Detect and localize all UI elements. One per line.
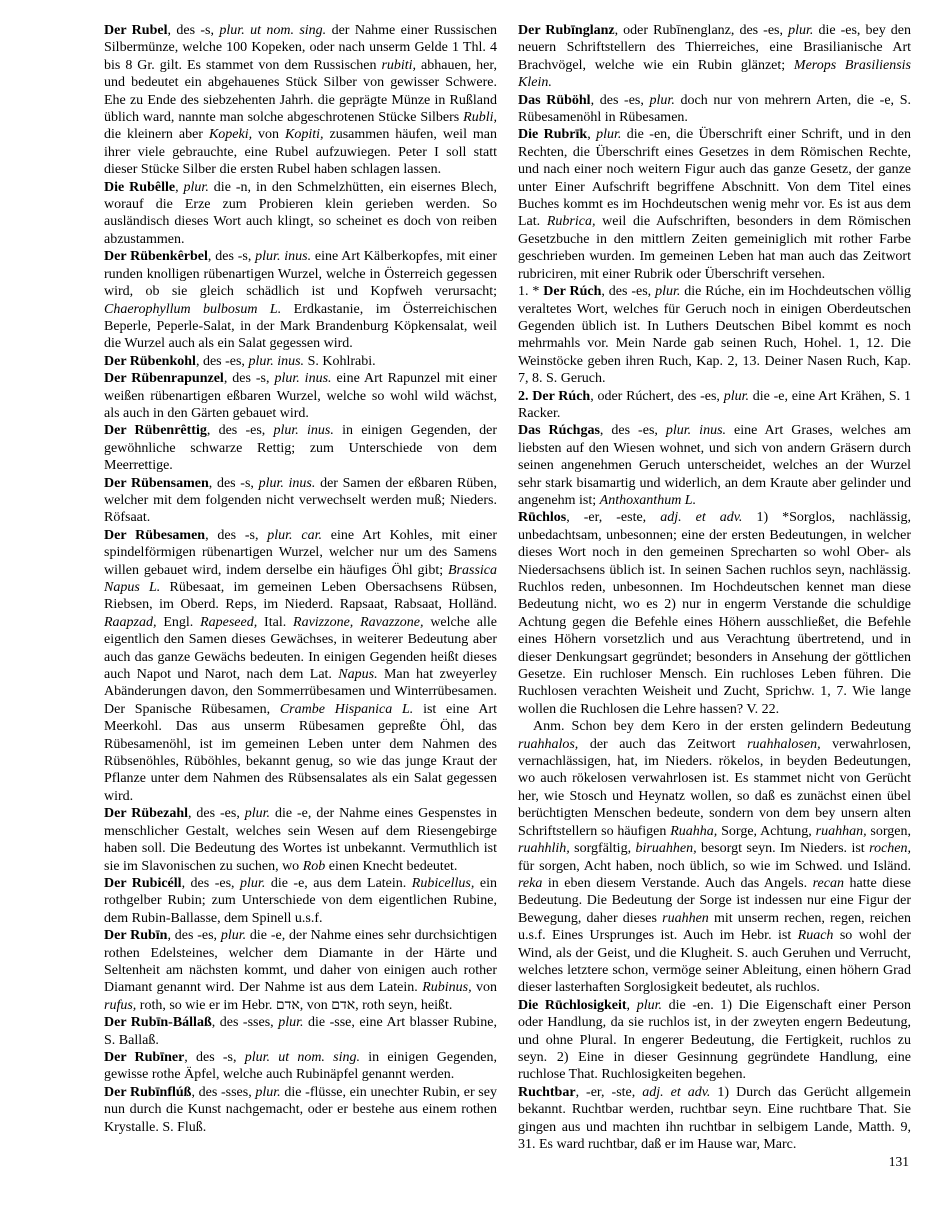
entry-headword: Der Rubīn-Bállaß: [104, 1015, 212, 1031]
entry-italic-term: plur.: [596, 127, 622, 143]
entry-italic-term: Rubinus,: [422, 980, 472, 996]
entry-text: ein rothgelber Rubin; zum Unterschiede von dem eigentlichen Rubine, dem Rubin-Ballasse, dem Spinell u.s.f.: [104, 875, 497, 926]
entry-text: , des -s,: [208, 475, 259, 491]
entry-text: 1. *: [518, 284, 544, 300]
entry-italic-term: Rapeseed,: [200, 614, 258, 630]
entry-text: hatte diese Bedeutung. Die Bedeutung der Sorge ist indessen nur eine Figur der Bewegung, daher dieses: [518, 875, 911, 926]
entry-headword: Der Rubīner: [104, 1049, 185, 1065]
dictionary-entry: [104, 353, 497, 370]
entry-italic-term: ruahhlih,: [518, 841, 570, 857]
entry-text: einen Knecht bedeutet.: [325, 858, 458, 874]
entry-text: S. Kohlrabi.: [304, 353, 376, 369]
dictionary-entry: [518, 92, 911, 127]
entry-text: Ital.: [257, 614, 294, 630]
entry-text: die kleinern aber: [104, 127, 209, 143]
entry-text: , des -es,: [188, 806, 245, 822]
entry-text: , des -es,: [195, 353, 249, 369]
entry-text: die -es, bey den neuern Schriftstellern des Thierreiches, eine Brasilianische Art Brachvögel, welche wie ein Rubin glänzet;: [518, 23, 911, 73]
dictionary-entry: [104, 527, 497, 806]
entry-headword: Der Rübenrapunzel: [104, 371, 224, 387]
entry-text: ,: [587, 127, 597, 143]
entry-italic-term: adj. et adv.: [642, 1084, 711, 1100]
dictionary-entry: [104, 370, 497, 422]
entry-text: Man hat zweyerley Abänderungen davon, den Sommerrübesamen und Winterrübesamen. Der Spanische Rübesamen,: [104, 667, 497, 717]
entry-text: sorgfältig,: [569, 841, 636, 857]
entry-text: der auch das Zeitwort: [578, 736, 748, 752]
dictionary-entry: [518, 22, 911, 92]
entry-italic-term: rubiti,: [381, 57, 417, 73]
entry-text: in einigen Gegenden, gewisse rothe Äpfel, welche auch Rubinäpfel genannt werden.: [104, 1049, 497, 1083]
entry-italic-term: plur. inus.: [258, 475, 316, 491]
entry-text: in einigen Gegenden, der gewöhnliche schwarze Rettig; zum Unterschiede von dem Meerrettige.: [104, 423, 498, 474]
dictionary-entry: [104, 927, 497, 1014]
page-columns: [104, 22, 911, 1171]
entry-text: die -e, eine Art Krähen, S. 1 Racker.: [518, 388, 911, 421]
entry-text: ,: [626, 997, 637, 1013]
dictionary-entry: [104, 875, 497, 927]
entry-text: , des -s,: [205, 527, 268, 543]
entry-text: doch nur von mehrern Arten, die -e, S. Rübesamenöhl in Rübesamen.: [518, 92, 911, 126]
entry-italic-term: plur.: [636, 997, 662, 1013]
entry-italic-term: plur.: [655, 284, 681, 300]
entry-text: der Samen der eßbaren Rüben, welcher mit dem folgenden nicht verwechselt werden muß; Nieders. Röfsaat.: [104, 475, 497, 526]
dictionary-entry: [104, 1084, 497, 1136]
entry-text: Anm. Schon bey dem Kero in der ersten gelindern Bedeutung: [533, 719, 911, 735]
entry-italic-term: plur. car.: [267, 527, 322, 543]
entry-text: in eben diesem Verstande. Auch das Angels.: [542, 875, 813, 891]
entry-headword: Der Rübesamen: [104, 527, 206, 543]
entry-headword: Der Rubīnglanz: [518, 23, 615, 38]
entry-italic-term: ruahhalosen,: [747, 736, 821, 752]
entry-headword: Der Rübenkêrbel: [104, 249, 208, 265]
entry-text: , des -es,: [206, 423, 274, 439]
entry-text: die -n, in den Schmelzhütten, ein eisernes Blech, worauf die Erze zum Probieren klein gerieben werden. So ausländisch dieses Wort auch klingt, so scheinet es doch von reiben abzustammen.: [104, 179, 497, 247]
entry-text: , des -s,: [184, 1049, 245, 1065]
entry-italic-term: plur.: [220, 928, 247, 944]
entry-text: für sorgen, Acht haben, noch üblich, so wie im Schwed. und Isländ.: [518, 858, 911, 874]
entry-headword: Die Rubrīk: [518, 127, 588, 143]
entry-headword: Der Rubicéll: [104, 875, 182, 891]
entry-text: Engl.: [156, 614, 201, 630]
entry-headword: Das Rúchgas: [518, 423, 600, 439]
entry-text: die -en. 1) Die Eigenschaft einer Person oder Handlung, da sie ruchlos ist, in der zweyten engern Bedeutung, und ohne Plural. In engerer Bedeutung, die Fertigkeit, ruchlos zu seyn. 2) Eine in dieser Gesinnung gegründete Handlung, eine ruchlose That. Ruchlosigkeiten begehen.: [518, 997, 912, 1083]
entry-text: Sorge, Achtung,: [717, 823, 816, 839]
dictionary-entry: [104, 422, 497, 474]
entry-italic-term: Raapzad,: [104, 614, 157, 630]
dictionary-entry: [518, 283, 911, 387]
entry-italic-term: plur. inus.: [665, 423, 727, 439]
entry-text: , des -es,: [181, 875, 241, 891]
entry-headword: Ruchtbar: [518, 1084, 576, 1100]
entry-text: , des -s,: [223, 371, 275, 387]
entry-text: eine Art Kälberkopfes, mit einer runden knolligen rübenartigen Wurzel, welche in Österreich gegessen wird, ob sie gleich schädlich ist und Kopfweh verursacht;: [104, 249, 497, 300]
entry-headword: Der Rúch: [543, 284, 602, 300]
entry-text: ,: [175, 179, 184, 195]
dictionary-entry: [518, 126, 911, 283]
entry-italic-term: plur.: [723, 388, 749, 404]
entry-headword: Die Rūchlosigkeit: [518, 997, 627, 1013]
entry-italic-term: plur.: [278, 1015, 304, 1031]
entry-italic-term: Crambe Hispanica L.: [279, 701, 414, 717]
entry-italic-term: plur.: [240, 875, 266, 891]
right-column: [518, 22, 911, 1171]
entry-text: besorgt seyn. Im Nieders. ist: [696, 841, 870, 857]
entry-italic-term: rufus,: [104, 997, 137, 1013]
entry-italic-term: ruahhalos,: [518, 736, 579, 752]
entry-text: , des -es,: [167, 928, 221, 944]
entry-italic-term: plur. inus.: [274, 371, 332, 387]
entry-headword: Das Rüböhl: [518, 92, 591, 108]
entry-headword: Der Rubel: [104, 23, 168, 38]
entry-headword: Der Rubīnflúß: [104, 1084, 192, 1100]
entry-headword: Der Rübezahl: [104, 806, 188, 822]
entry-text: die -en, die Überschrift einer Schrift, und in den Rechten, die Überschrift eines Gesetzes in dem Römischen Rechte, und nach einer noch weitern Figur auch das ganze Gesetz, der ganze unter Einer Aufschrift begriffene Abschnitt. Von dem Titel eines Buches kommt es im Hochdeutschen wenig mehr vor. Es ist aus dem Lat.: [518, 127, 911, 230]
entry-text: , des -s,: [167, 23, 220, 38]
dictionary-entry: [104, 805, 497, 875]
entry-text: abhauen, her, und bedeutet ein abgehauenes Stück Silber von gewisser Schwere. Ehe zu Ende des siebzehenten Jahrh. die geprägte Münze in Rußland üblich ward, nannte man solche abgeschrotenen Stücke Silbers: [104, 57, 497, 126]
entry-italic-term: plur. ut nom. sing.: [219, 23, 327, 38]
entry-italic-term: Merops Brasiliensis Klein.: [518, 57, 912, 91]
entry-italic-term: recan: [812, 875, 844, 891]
entry-text: die -flüsse, ein unechter Rubin, er sey nun durch die Kunst nachgemacht, oder er bestehe aus einem rothen Krystalle. S. Fluß.: [104, 1084, 497, 1135]
dictionary-entry: [518, 388, 911, 423]
entry-text: , des -s,: [207, 249, 256, 265]
entry-text: die -e, aus dem Latein.: [265, 875, 412, 891]
entry-italic-term: Kopiti,: [285, 127, 324, 143]
entry-italic-term: plur.: [788, 23, 814, 38]
entry-text: zusammen häufen, weil man ihrer viele gebrauchte, eine Rubel aufzuwiegen. Peter I soll statt dieser Stücke Silber die ersten Rubel haben schlagen lassen.: [104, 127, 498, 178]
entry-headword: Der Rübenkohl: [104, 353, 196, 369]
entry-italic-term: Ravizzone, Ravazzone,: [293, 614, 424, 630]
entry-italic-term: Brassica Napus L.: [104, 562, 497, 595]
entry-text: eine Art Grases, welches am liebsten auf den Wiesen wohnet, und sich von andern Gräsern durch seinen angenehmen Geruch unterscheidet, welches an der Wurzel sehr stark bisamartig und widerlich, an dem Kraute aber gelinder und angenehm ist;: [518, 423, 911, 508]
entry-text: die -sse, eine Art blasser Rubine, S. Ballaß.: [104, 1015, 497, 1048]
entry-headword: Der Rübenrêttig: [104, 423, 207, 439]
entry-italic-term: plur. inus.: [248, 353, 305, 369]
entry-text: 1) Durch das Gerücht allgemein bekannt. Ruchtbar werden, ruchtbar seyn. Eine ruchtbare That. Sie gingen aus und machten ihn ruchtbar in selbigem Lande, Matth. 9, 31. Es ward ruchtbar, daß er im Hause war, Marc.: [518, 1084, 911, 1152]
entry-text: verwahrlosen, vernachlässigen, hat, im Nieders. rökelos, in beyden Bedeutungen, wo auch rökelosen verwahrlosen ist. Es stammet nicht von Gerücht her, wie Stosch und Heynatz wollen, so daß es zunächst einen übel berüchtigten Menschen bedeute, sondern von dem bey unsern alten Schriftstellern so häufigen: [518, 736, 911, 839]
entry-text: Rübesaat, im gemeinen Leben Obersachsens Rübsen, Riebsen, im Oberd. Reps, im Niederd. Rapsaat, Rabsaat, Holländ.: [104, 580, 497, 613]
dictionary-entry: [104, 1014, 497, 1049]
entry-italic-term: Ruach: [797, 928, 834, 944]
entry-italic-term: plur.: [244, 806, 271, 822]
entry-italic-term: plur.: [649, 92, 675, 108]
entry-italic-term: Chaerophyllum bulbosum L.: [104, 301, 282, 317]
entry-italic-term: Napus.: [338, 667, 378, 683]
entry-italic-term: plur.: [183, 179, 209, 195]
entry-italic-term: adj. et adv.: [660, 510, 743, 526]
entry-text: von: [471, 980, 498, 996]
entry-headword: Der Rubīn: [104, 928, 168, 944]
entry-text: die -e, der Nahme eines sehr durchsichtigen rothen Edelsteines, welcher dem Diamante in der Härte und Seltenheit am nächsten kommt, und daher von einigen auch rother Diamant genannt wird. Der Nahme ist aus dem Latein.: [104, 928, 497, 996]
entry-text: welche alle eigentlich den Samen dieses Gewächses, in weiterer Bedeutung aber auch das ganze Gewächs bedeuten. In einigen Gegenden heißt dieses auch Napot und Narot, nach dem Lat.: [104, 614, 497, 683]
entry-text: der Nahme einer Russischen Silbermünze, welche 100 Kopeken, oder nach unserm Gelde 1 Thl. 4 bis 8 Gr. gilt. Es stammet von dem Russischen: [104, 23, 498, 73]
entry-text: die Rúche, ein im Hochdeutschen völlig veraltetes Wort, welches für Geruch noch in einigen Oberdeutschen Gegenden üblich ist. In Luthers Deutschen Bibel kommt es noch mehrmahls vor. Mein Narde gab seinen Ruch, Hohel. 1, 12. Die Weinstöcke geben ihren Ruch, Kap. 2, 13. Deiner Nasen Ruch, Kap. 7, 8. S. Geruch.: [518, 284, 911, 387]
entry-text: eine Art Rapunzel mit einer weißen rübenartigen eßbaren Wurzel, welche so wohl wild wächst, als auch in den Gärten gebauet wird.: [104, 371, 497, 421]
entry-headword: Die Rubêlle: [104, 179, 176, 195]
dictionary-entry: [104, 179, 497, 249]
entry-text: , des -es,: [601, 284, 656, 300]
dictionary-entry: [104, 1049, 497, 1084]
entry-italic-term: Anthoxanthum L.: [599, 492, 697, 508]
entry-italic-term: Ruahha,: [670, 823, 718, 839]
entry-headword: Der Rübensamen: [104, 475, 209, 491]
entry-italic-term: plur. ut nom. sing.: [244, 1049, 360, 1065]
entry-italic-term: Rubicellus,: [411, 875, 475, 891]
entry-italic-term: Rubli,: [463, 110, 497, 126]
entry-text: , oder Rubīnenglanz, des -es,: [614, 23, 789, 38]
entry-text: die -e, der Nahme eines Gespenstes in menschlicher Gestalt, welches sein Wesen auf dem Riesengebirge haben soll. Die Bedeutung des Wortes ist unbekannt. Vermuthlich ist sie im Slavonischen zu suchen, wo: [104, 806, 497, 874]
entry-headword: 2. Der Rúch: [518, 388, 591, 404]
entry-italic-term: plur.: [255, 1084, 281, 1100]
dictionary-entry: [104, 22, 497, 179]
entry-text: eine Art Kohles, mit einer spindelförmigen rübenartigen Wurzel, welcher nur um des Samens willen gebauet wird, indem derselbe ein häufiges Öhl gibt;: [104, 527, 497, 578]
entry-text: roth, so wie er im Hebr. אדם, von אדם, roth seyn, heißt.: [136, 997, 453, 1013]
dictionary-entry: [518, 1084, 911, 1154]
entry-italic-term: Rubrica,: [546, 214, 596, 230]
dictionary-entry: [104, 475, 497, 527]
entry-text: von: [252, 127, 286, 143]
dictionary-entry: [518, 422, 911, 509]
entry-italic-term: Rob: [302, 858, 326, 874]
entry-text: so wohl der Wind, als der Geist, und die Klugheit. S. auch Geruhen und Verrucht, welches letztere schon, vermöge seiner Ableitung, einen höhern Grad dieser lasterhaften Sorglosigkeit bedeutet, als ruchlos.: [518, 928, 911, 996]
entry-text: , des -es,: [590, 92, 650, 108]
entry-text: , des -es,: [599, 423, 666, 439]
dictionary-entry: [518, 997, 911, 1084]
entry-italic-term: reka: [518, 875, 543, 891]
entry-italic-term: rochen,: [869, 841, 911, 857]
entry-text: weil die Aufschriften, besonders in dem Römischen Gesetzbuche in den mittlern Zeiten gemeiniglich mit rother Farbe geschrieben wurden. Im gemeinen Leben hat man auch das Zeitwort rubriciren, mit einer Rubrik oder Überschrift versehen.: [518, 214, 911, 282]
page-number: 131: [888, 1154, 909, 1170]
left-column: [104, 22, 497, 1171]
entry-italic-term: plur. inus.: [255, 249, 312, 265]
entry-text: Erdkastanie, im Österreichischen Beperle, Peperle-Salat, in der Mark Brandenburg Köpkensalat, weil die Wurzel auch als ein Salat gegessen wird.: [104, 301, 497, 352]
entry-text: , -er, -este,: [566, 510, 661, 526]
entry-italic-term: Kopeki,: [208, 127, 253, 143]
dictionary-entry: [104, 248, 497, 352]
entry-text: , des -sses,: [191, 1084, 256, 1100]
entry-text: , des -sses,: [211, 1015, 279, 1031]
entry-text: sorgen,: [866, 823, 911, 839]
dictionary-entry: [518, 718, 911, 997]
entry-italic-term: plur. inus.: [273, 423, 334, 439]
entry-headword: Rūchlos: [518, 510, 567, 526]
entry-text: , -er, -ste,: [575, 1084, 643, 1100]
entry-text: 1) *Sorglos, nachlässig, unbedachtsam, unbesonnen; eine der ersten Bedeutungen, in welcher dieses Wort noch in den gemeinen Sprecharten so wohl Ober- als Niedersachsens üblich ist. In seinen Sachen ruchlos seyn, nachlässig. Ruchlos reden, unbesonnen. Im Hochdeutschen kennet man diese Bedeutung nicht, wo es 2) nur in engerm Verstande die schuldige Achtung gegen die Befehle eines Höhern ausschließet, die Befehle eines Höhern vorsetzlich und aus Verachtung übertretend, und in dieser Denkungsart gegründet; besonders in Ansehung der göttlichen Gesetze. Ein ruchloser Mensch. Ein ruchloses Leben führen. Die Ruchlosen verachten Weisheit und Zucht, Sprichw. 1, 7. Wie lange wollen die Ruchlosen die Lehre hassen? V. 22.: [518, 510, 912, 717]
entry-text: ist eine Art Meerkohl. Das aus unserm Rübesamen gepreßte Öhl, das Rübesamenöhl, ist im gemeinen Leben unter dem Nahmen des Rübsenöhles, Rüböhles, bekannt genug, so wie das junge Kraut der Pflanze unter dem Nahmen des Rübsensalates als ein Salat gegessen wird.: [104, 701, 498, 804]
entry-text: , oder Rúchert, des -es,: [590, 388, 724, 404]
dictionary-entry: [518, 509, 911, 718]
entry-italic-term: biruahhen,: [635, 841, 697, 857]
entry-italic-term: ruahhen: [662, 910, 709, 926]
entry-text: mit unserm rechen, regen, reichen u.s.f. Eines Ursprunges ist. Auch im Hebr. ist: [518, 910, 911, 944]
entry-italic-term: ruahhan,: [815, 823, 867, 839]
